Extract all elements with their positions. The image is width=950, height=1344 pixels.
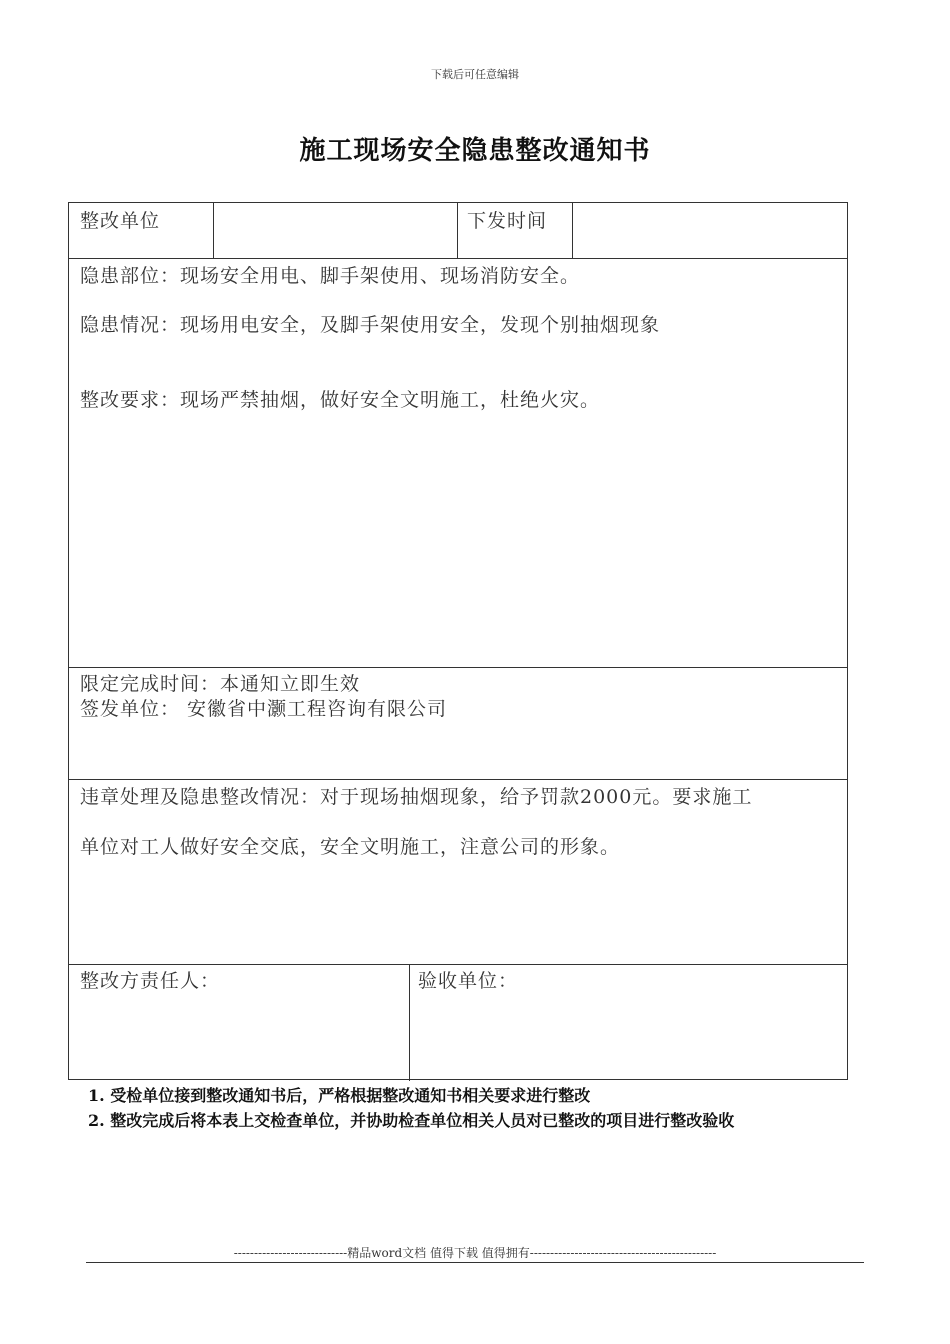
column-divider: [409, 964, 410, 1081]
rectify-unit-label: 整改单位: [80, 210, 161, 232]
column-divider: [457, 203, 458, 258]
note-item: 2. 整改完成后将本表上交检查单位，并协助检查单位相关人员对已整改的项目进行整改验收: [88, 1111, 735, 1130]
row-divider: [69, 667, 847, 668]
notes-list: [88, 1083, 734, 1133]
acceptance-unit-label: 验收单位：: [418, 970, 519, 992]
column-divider: [213, 203, 214, 258]
note-item: 1. 受检单位接到整改通知书后，严格根据整改通知书相关要求进行整改: [88, 1086, 591, 1105]
hazard-situation: 隐患情况：现场用电安全，及脚手架使用安全，发现个别抽烟现象: [80, 314, 661, 336]
row-divider: [69, 964, 847, 965]
issuing-unit-text: 签发单位： 安徽省中灏工程咨询有限公司: [80, 698, 448, 720]
row-divider: [69, 779, 847, 780]
footer-text: ----------------------------精品word文档 值得下载 值得拥有----------------------------------------------: [233, 1246, 717, 1260]
header-note: 下载后可任意编辑: [431, 68, 519, 81]
handling-text-line2: 单位对工人做好安全交底，安全文明施工，注意公司的形象。: [80, 836, 621, 858]
hazard-location: 隐患部位：现场安全用电、脚手架使用、现场消防安全。: [80, 265, 581, 287]
handling-text-line1: 违章处理及隐患整改情况：对于现场抽烟现象，给予罚款2000元。要求施工: [80, 786, 753, 808]
issue-time-label: 下发时间: [467, 210, 548, 232]
column-divider: [572, 203, 573, 258]
responsible-person-label: 整改方责任人：: [80, 970, 221, 992]
footer-rule: [86, 1262, 864, 1263]
row-divider: [69, 258, 847, 259]
document-title: 施工现场安全隐患整改通知书: [299, 136, 651, 166]
rectify-requirement: 整改要求：现场严禁抽烟，做好安全文明施工，杜绝火灾。: [80, 389, 601, 411]
notice-form: [68, 202, 848, 1080]
deadline-text: 限定完成时间：本通知立即生效: [80, 673, 361, 695]
